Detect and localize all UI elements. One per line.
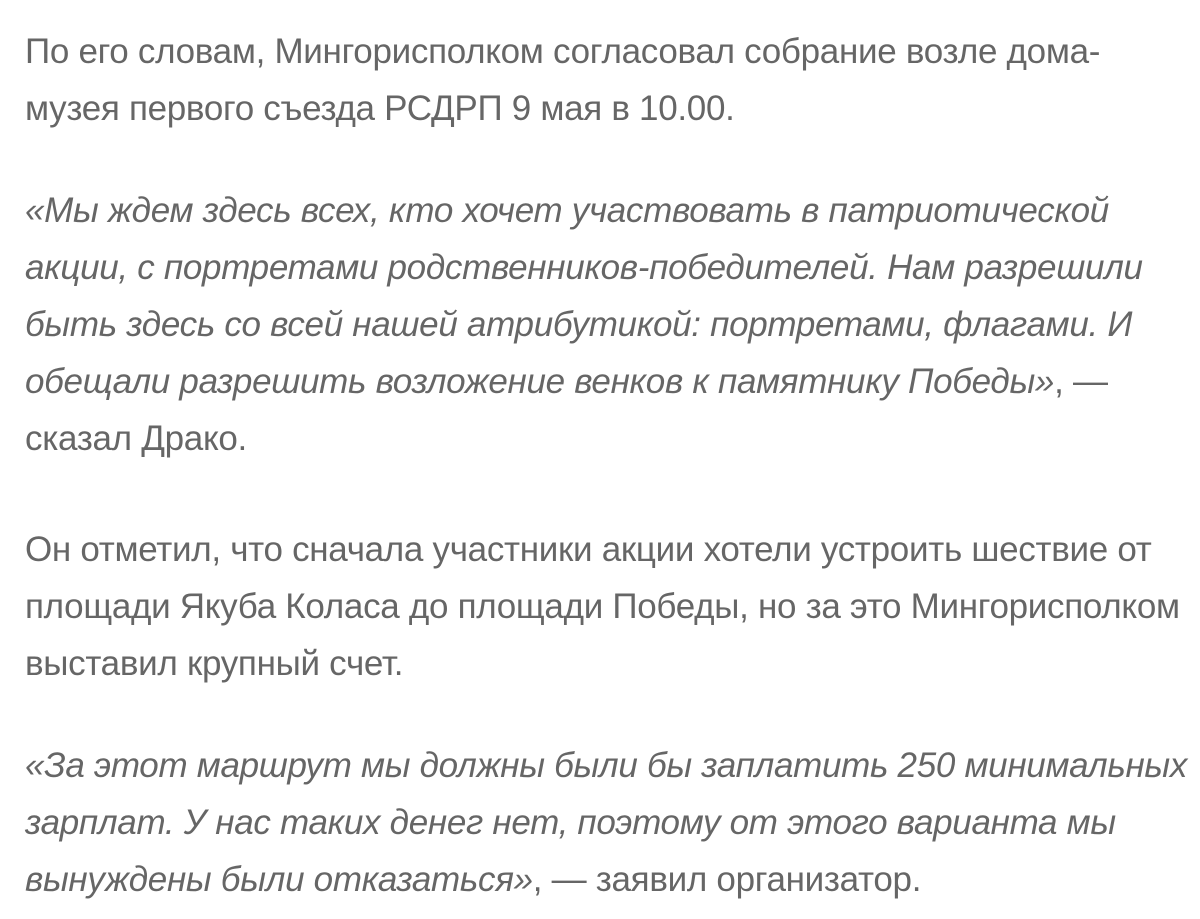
quote-attribution-drako: , — сказал Драко.: [25, 362, 1108, 458]
paragraph-3: Он отметил, что сначала участники акции хотели устроить шествие от площади Якуба Коласа до площади Победы, но за это Мингорисполком выставил крупный счет.: [25, 530, 1180, 683]
quote-attribution-organizer: , — заявил организатор.: [532, 860, 922, 899]
paragraph-4: [25, 737, 1190, 908]
paragraph-2: [25, 182, 1190, 467]
quote-organizer: «За этот маршрут мы должны были бы заплатить 250 минимальных зарплат. У нас таких денег нет, поэтому от этого варианта мы вынуждены были отказаться»: [25, 746, 1188, 899]
paragraph-1: По его словам, Мингорисполком согласовал собрание возле дома-музея первого съезда РСДРП 9 мая в 10.00.: [25, 32, 1101, 128]
quote-drako: «Мы ждем здесь всех, кто хочет участвовать в патриотической акции, с портретами родственников-победителей. Нам разрешили быть здесь со всей нашей атрибутикой: портретами, флагами. И обещали разрешить возложение венков к памятнику Победы»: [25, 191, 1143, 401]
